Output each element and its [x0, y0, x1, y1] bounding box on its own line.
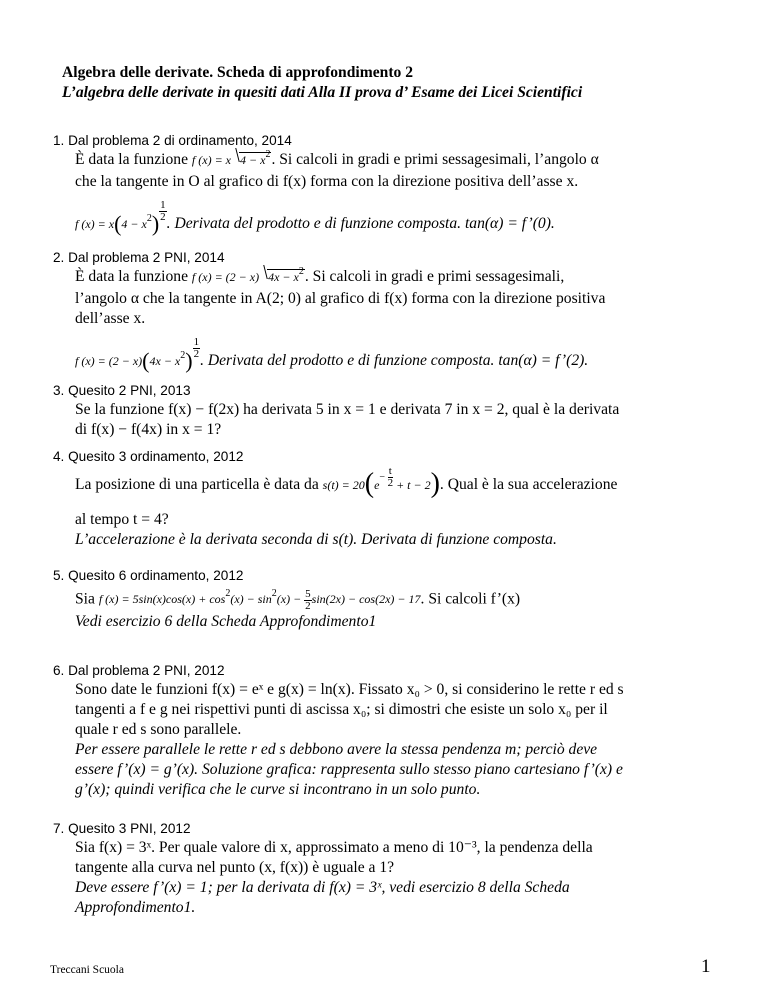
- exercise-6-hint-b: essere f’(x) = g’(x). Soluzione grafica: rappresenta sullo stesso piano cartesiano f’(x) e: [75, 761, 623, 778]
- exercise-5-hint: Vedi esercizio 6 della Scheda Approfondimento1: [75, 613, 377, 630]
- exercise-3: [53, 382, 723, 440]
- exercise-3-text-b: di f(x) − f(4x) in x = 1?: [75, 421, 222, 438]
- exercise-6: [53, 662, 723, 800]
- exercise-2-text-d: dell’asse x.: [75, 310, 146, 327]
- exercise-7-text-a: Sia f(x) = 3ˣ. Per quale valore di x, approssimato a meno di 10⁻³, la pendenza della: [75, 839, 593, 856]
- exercise-2-text-a: È data la funzione: [75, 268, 189, 285]
- exercise-1-hint: . Derivata del prodotto e di funzione composta. tan(α) = f’(0).: [166, 215, 555, 232]
- exercise-7: [53, 820, 723, 918]
- exercise-4-heading: 4. Quesito 3 ordinamento, 2012: [53, 449, 244, 464]
- exercise-6-hint-c: g’(x); quindi verifica che le curve si incontrano in un solo punto.: [75, 781, 481, 798]
- exercise-1-text-a: È data la funzione: [75, 151, 189, 168]
- exercise-1-heading: 1. Dal problema 2 di ordinamento, 2014: [53, 133, 292, 148]
- exercise-4-text-a: La posizione di una particella è data da: [75, 476, 319, 493]
- exercise-6-text-b: tangenti a f e g nei rispettivi punti di ascissa x₀; si dimostri che esiste un solo x₀ per il: [75, 701, 608, 718]
- page-number: 1: [701, 956, 711, 977]
- exercise-5-text-a: Sia: [75, 590, 95, 608]
- exercise-1-hint-formula: f $(x) = x(4 - x^2)$ $\frac{1}{2}$: [75, 199, 166, 236]
- document-title: Algebra delle derivate. Scheda di approfondimento 2: [62, 64, 414, 81]
- exercise-2: [53, 249, 723, 373]
- exercise-5-heading: 5. Quesito 6 ordinamento, 2012: [53, 568, 244, 583]
- exercise-6-text-a: Sono date le funzioni f(x) = eˣ e g(x) = ln(x). Fissato x₀ > 0, si considerino le rette r ed s: [75, 681, 624, 698]
- exercise-2-hint-formula: f $(x) = (2 - x)(4x - x^2)$ $\frac{1}{2}$: [75, 336, 200, 373]
- exercise-7-hint-a: Deve essere f’(x) = 1; per la derivata di f(x) = 3ˣ, vedi esercizio 8 della Scheda: [75, 879, 570, 896]
- exercise-5-formula: f $(x) = 5\sin(x)\cos(x) + \cos^2(x) - \sin^2(x)$ − $\frac{5}{2}$ sin(2x) − cos(2x) − 17: [98, 588, 421, 612]
- exercise-7-heading: 7. Quesito 3 PNI, 2012: [53, 821, 191, 836]
- exercise-2-text-c: l’angolo α che la tangente in A(2; 0) al grafico di f(x) forma con la direzione positiva: [75, 290, 606, 307]
- exercise-2-heading: 2. Dal problema 2 PNI, 2014: [53, 250, 225, 265]
- exercise-6-heading: 6. Dal problema 2 PNI, 2012: [53, 663, 225, 678]
- exercise-6-text-c: quale r ed s sono parallele.: [75, 721, 242, 738]
- exercise-6-hint-a: Per essere parallele le rette r ed s debbono avere la stessa pendenza m; perciò deve: [75, 741, 598, 758]
- exercise-3-heading: 3. Quesito 2 PNI, 2013: [53, 383, 191, 398]
- exercise-1-text-c: che la tangente in O al grafico di f(x) forma con la direzione positiva dell’asse x.: [75, 173, 579, 190]
- exercise-1-text-b: . Si calcoli in gradi e primi sessagesimali, l’angolo α: [271, 151, 599, 168]
- exercise-4-text-c: al tempo t = 4?: [75, 511, 169, 529]
- footer-publisher: Treccani Scuola: [50, 964, 124, 976]
- document-subtitle: L’algebra delle derivate in quesiti dati Alla II prova d’ Esame dei Licei Scientifici: [62, 84, 583, 101]
- exercise-4-text-b: . Qual è la sua accelerazione: [439, 476, 618, 493]
- exercise-2-formula: f (x) = (2 − x) $4x - x^2$: [192, 270, 305, 284]
- exercise-2-text-b: . Si calcoli in gradi e primi sessagesimali,: [304, 268, 565, 285]
- exercise-1: [53, 132, 723, 236]
- exercise-7-text-b: tangente alla curva nel punto (x, f(x)) è uguale a 1?: [75, 859, 395, 876]
- exercise-4-formula: $s(t) = 20(e^{- \frac{t}{2}}$ + t − 2): [322, 465, 440, 499]
- exercise-2-hint: . Derivata del prodotto e di funzione composta. tan(α) = f’(2).: [200, 352, 589, 369]
- exercise-3-text-a: Se la funzione f(x) − f(2x) ha derivata 5 in x = 1 e derivata 7 in x = 2, qual è la derivata: [75, 401, 620, 418]
- exercise-4-hint: L’accelerazione è la derivata seconda di s(t). Derivata di funzione composta.: [75, 531, 557, 549]
- exercise-4: [53, 448, 723, 550]
- document-header: [62, 63, 732, 103]
- exercise-1-formula: f (x) = x $4 - x^2$: [192, 153, 272, 167]
- exercise-7-hint-b: Approfondimento1.: [75, 899, 196, 916]
- exercise-5-text-b: . Si calcoli f’(x): [420, 590, 521, 608]
- exercise-5: [53, 567, 723, 632]
